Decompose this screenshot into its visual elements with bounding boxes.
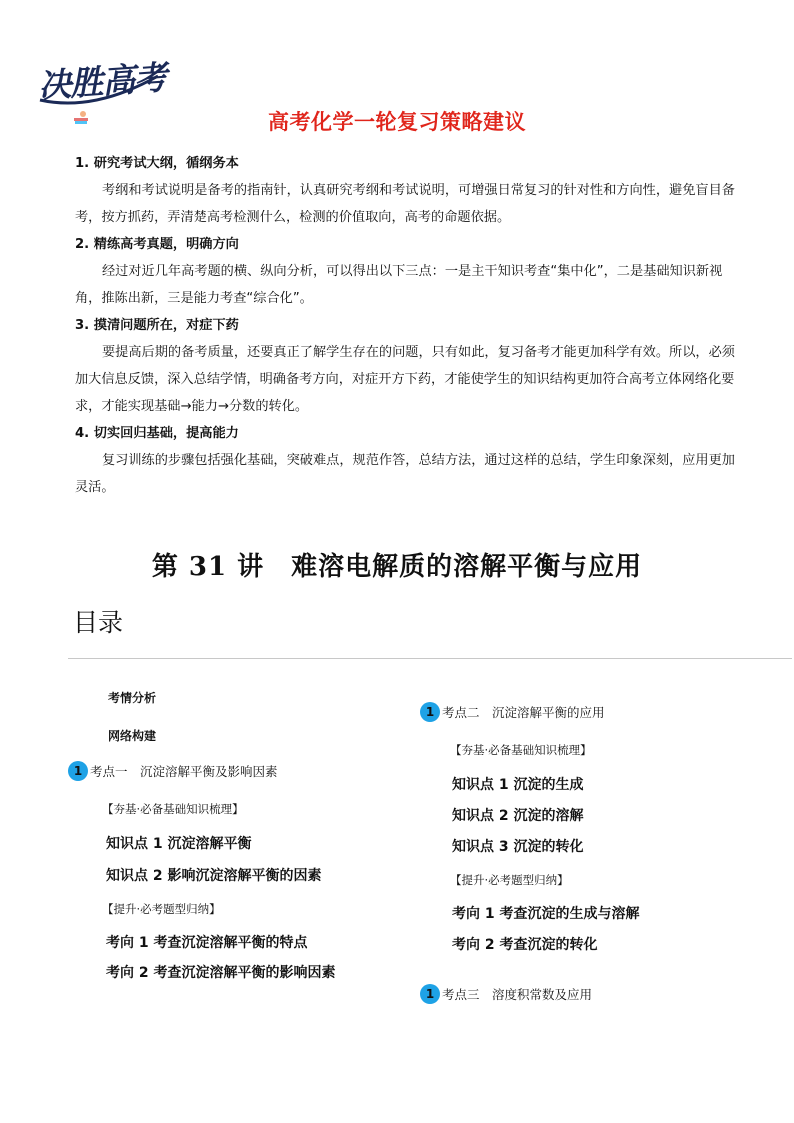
toc-link-direction-2[interactable]: 考向 2 考查沉淀的转化	[452, 937, 598, 953]
exam-point-label: 考点三 溶度积常数及应用	[442, 987, 593, 1002]
toc-link-direction-2[interactable]: 考向 2 考查沉淀溶解平衡的影响因素	[106, 965, 336, 981]
section-body: 要提高后期的备考质量，还要真正了解学生存在的问题，只有如此，复习备考才能更加科学有效。所以，必须加大信息反馈，深入总结学情，明确备考方向，对症开方下药，才能使学生的知识结构更加符合高考立体网络化要求，才能实现基础→能力→分数的转化。	[75, 345, 735, 414]
section-heading: 4. 切实回归基础，提高能力	[75, 426, 239, 441]
section-body: 考纲和考试说明是备考的指南针，认真研究考纲和考试说明，可增强日常复习的针对性和方向性，避免盲目备考，按方抓药，弄清楚高考检测什么，检测的价值取向，高考的命题依据。	[75, 183, 735, 225]
section-body: 经过对近几年高考题的横、纵向分析，可以得出以下三点：一是主干知识考查“集中化”，二是基础知识新视角，推陈出新，三是能力考查“综合化”。	[75, 264, 723, 306]
toc-link-exam-1[interactable]	[68, 761, 278, 781]
toc-link-analysis[interactable]: 考情分析	[108, 691, 157, 705]
section-body: 复习训练的步骤包括强化基础，突破难点，规范作答，总结方法，通过这样的总结，学生印象深刻，应用更加灵活。	[75, 453, 735, 495]
toc-link-knowledge-1[interactable]: 知识点 1 沉淀的生成	[452, 777, 584, 793]
lecture-title: 第 31 讲 难溶电解质的溶解平衡与应用	[151, 552, 643, 582]
toc-subheading: 【夯基·必备基础知识梳理】	[102, 802, 244, 816]
toc-link-direction-1[interactable]: 考向 1 考查沉淀溶解平衡的特点	[106, 935, 308, 951]
toc-link-exam-2[interactable]	[420, 702, 605, 722]
number-badge: 1	[68, 761, 88, 781]
toc-subheading: 【提升·必考题型归纳】	[450, 873, 569, 887]
section-heading: 2. 精练高考真题，明确方向	[75, 237, 239, 252]
section-heading: 1. 研究考试大纲，循纲务本	[75, 156, 239, 171]
toc-link-exam-3[interactable]	[420, 984, 592, 1004]
toc-link-knowledge-1[interactable]: 知识点 1 沉淀溶解平衡	[106, 836, 252, 852]
number-badge: 1	[420, 984, 440, 1004]
exam-point-label: 考点一 沉淀溶解平衡及影响因素	[90, 764, 278, 779]
toc-subheading: 【夯基·必备基础知识梳理】	[450, 743, 592, 757]
toc-link-knowledge-3[interactable]: 知识点 3 沉淀的转化	[452, 839, 584, 855]
section-heading: 3. 摸清问题所在，对症下药	[75, 318, 239, 333]
main-title: 高考化学一轮复习策略建议	[268, 110, 526, 134]
toc-title: 目录	[73, 608, 124, 637]
toc-link-knowledge-2[interactable]: 知识点 2 影响沉淀溶解平衡的因素	[106, 868, 322, 884]
toc-link-knowledge-2[interactable]: 知识点 2 沉淀的溶解	[452, 808, 584, 824]
toc-divider	[68, 658, 792, 659]
strategy-sections	[75, 150, 735, 501]
toc-link-direction-1[interactable]: 考向 1 考查沉淀的生成与溶解	[452, 906, 640, 922]
toc-link-network[interactable]: 网络构建	[108, 729, 157, 743]
toc-subheading: 【提升·必考题型归纳】	[102, 902, 221, 916]
exam-point-label: 考点二 沉淀溶解平衡的应用	[442, 705, 605, 720]
logo-text: 决胜高考	[36, 57, 168, 106]
number-badge: 1	[420, 702, 440, 722]
